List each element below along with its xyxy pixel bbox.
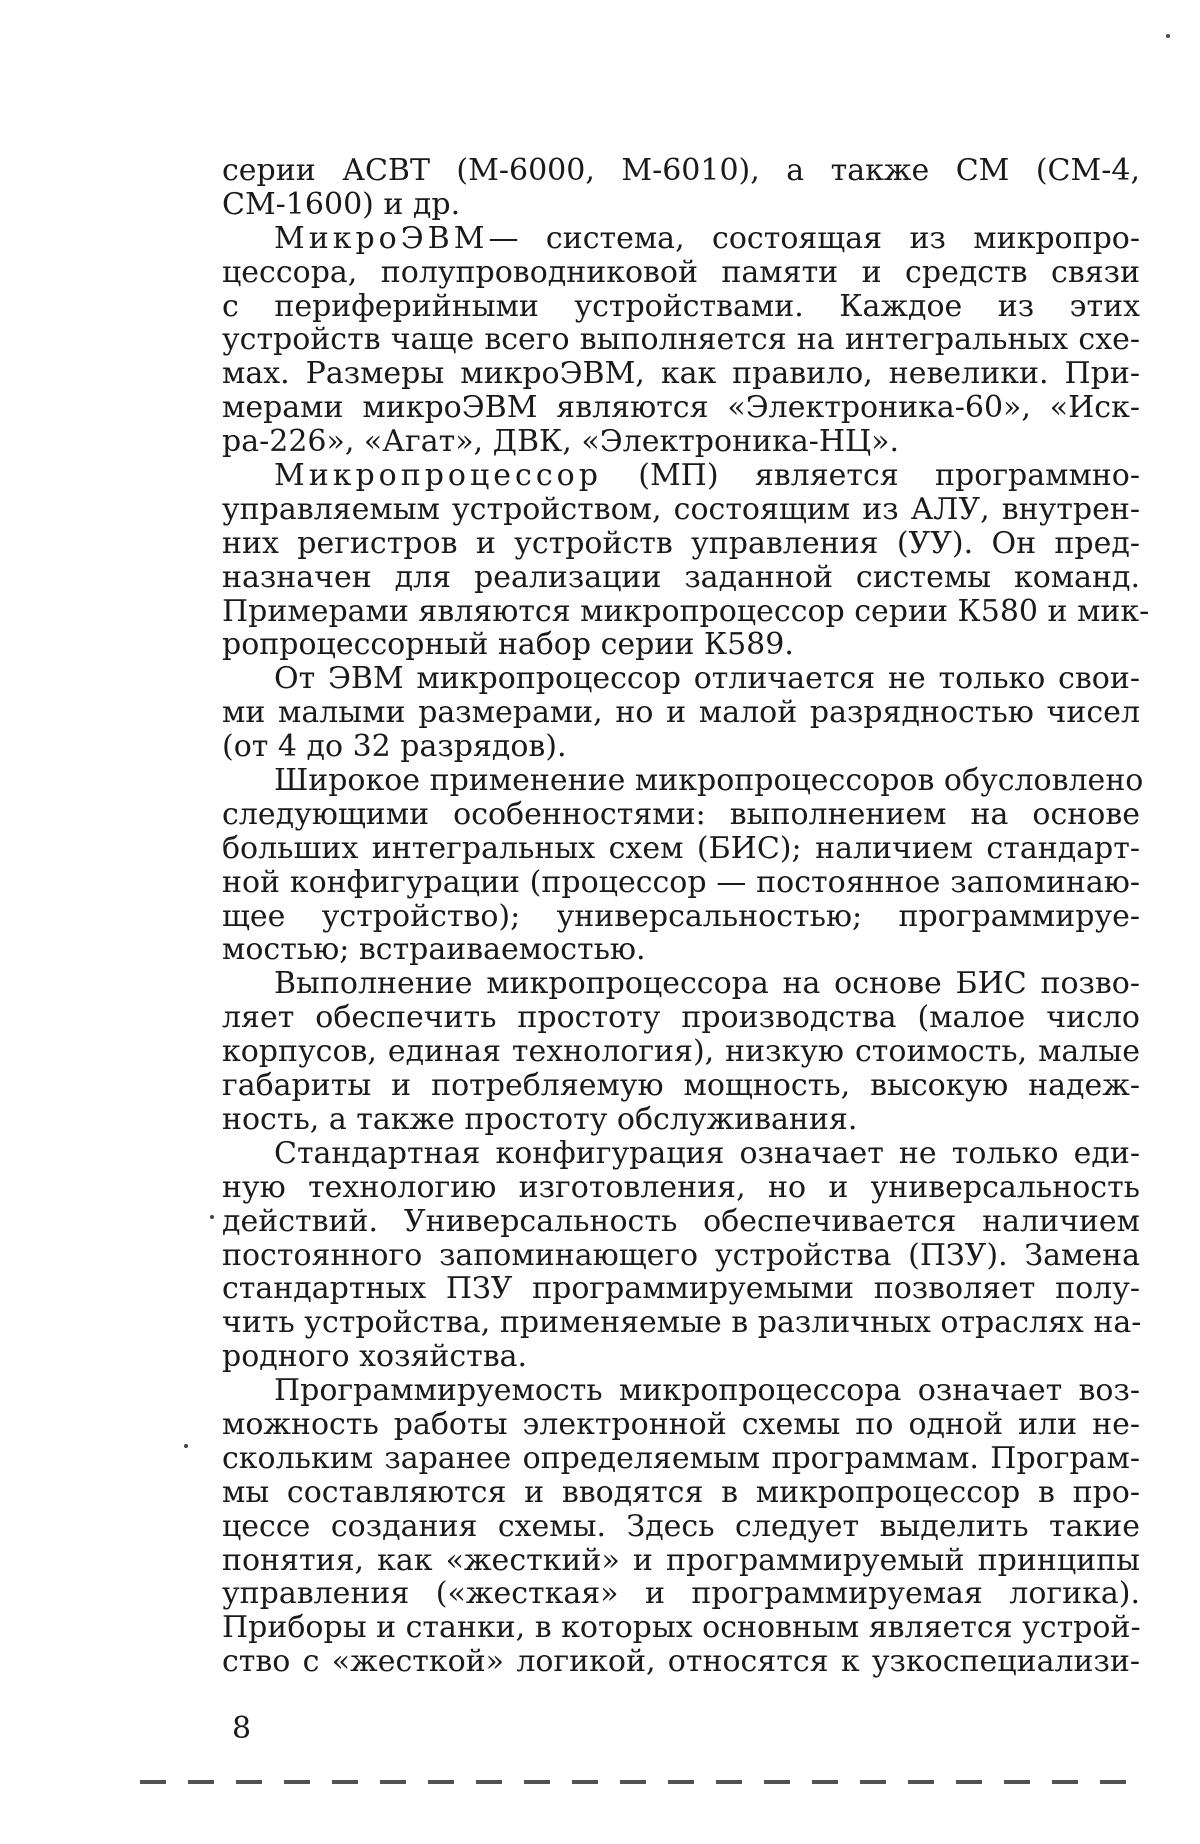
text-line: серии АСВТ (М-6000, М-6010), а также СМ (СМ-4, bbox=[222, 153, 1140, 188]
text-line: ми малыми размерами, но и малой разрядностью чисел bbox=[222, 695, 1140, 731]
text-line: с периферийными устройствами. Каждое из этих bbox=[222, 288, 1140, 324]
text-line: управляемым устройством, состоящим из АЛУ, внутрен- bbox=[222, 491, 1140, 527]
text-line: габариты и потребляемую мощность, высокую надеж- bbox=[222, 1068, 1140, 1104]
text-line: цессора, полупроводниковой памяти и средств связи bbox=[222, 254, 1140, 290]
text-line: Микропроцессор (МП) является программно- bbox=[274, 458, 1140, 494]
text-line: можность работы электронной схемы по одной или не- bbox=[222, 1406, 1140, 1442]
defined-term: МикроЭВМ bbox=[274, 220, 489, 256]
text-line: больших интегральных схем (БИС); наличием стандарт- bbox=[222, 830, 1140, 866]
text-line: корпусов, единая технология), низкую стоимость, малые bbox=[222, 1034, 1140, 1070]
text-line: ность, а также простоту обслуживания. bbox=[222, 1101, 858, 1137]
text-line: мах. Размеры микроЭВМ, как правило, невелики. При- bbox=[222, 356, 1140, 392]
text-line: СМ-1600) и др. bbox=[222, 186, 461, 222]
text-line: постоянного запоминающего устройства (ПЗУ). Замена bbox=[222, 1237, 1140, 1273]
page-number: 8 bbox=[232, 1711, 252, 1746]
text-line: устройств чаще всего выполняется на интегральных схе- bbox=[222, 322, 1140, 358]
scan-speck bbox=[1166, 34, 1170, 38]
text-line: ра-226», «Агат», ДВК, «Электроника-НЦ». bbox=[222, 424, 900, 460]
text-line: Приборы и станки, в которых основным является устрой- bbox=[222, 1610, 1141, 1646]
text-line: стандартных ПЗУ программируемыми позволяет полу- bbox=[222, 1271, 1140, 1307]
text-line: цессе создания схемы. Здесь следует выделить такие bbox=[222, 1508, 1140, 1544]
text-line: щее устройство); универсальностью; программируе- bbox=[222, 898, 1140, 934]
defined-term: Микропроцессор bbox=[274, 458, 602, 494]
text-line: родного хозяйства. bbox=[222, 1339, 528, 1375]
scan-border-dashes bbox=[140, 1780, 1140, 1784]
text-line: Стандартная конфигурация означает не только еди- bbox=[274, 1135, 1140, 1171]
text-line: Примерами являются микропроцессор серии К580 и мик- bbox=[222, 593, 1150, 629]
text-line: мостью; встраиваемостью. bbox=[222, 932, 646, 968]
text-line: понятия, как «жесткий» и программируемый принципы bbox=[222, 1542, 1140, 1578]
text-line: следующими особенностями: выполнением на основе bbox=[222, 796, 1140, 832]
text-line: чить устройства, применяемые в различных отраслях на- bbox=[222, 1305, 1142, 1341]
text-line: скольким заранее определяемым программам. Програм- bbox=[222, 1440, 1140, 1476]
text-line: Широкое применение микропроцессоров обусловлено bbox=[274, 763, 1144, 799]
text-line: ляет обеспечить простоту производства (малое число bbox=[222, 1000, 1140, 1036]
text-line: От ЭВМ микропроцессор отличается не только свои- bbox=[274, 661, 1140, 697]
text-line: (от 4 до 32 разрядов). bbox=[222, 729, 567, 765]
text-line: действий. Универсальность обеспечивается наличием bbox=[222, 1203, 1140, 1239]
text-line: управления («жесткая» и программируемая логика). bbox=[222, 1576, 1140, 1612]
text-line: МикроЭВМ— система, состоящая из микропро- bbox=[274, 220, 1140, 256]
text-line: ропроцессорный набор серии К589. bbox=[222, 627, 794, 663]
body-text bbox=[222, 153, 1150, 1680]
text-line: мерами микроЭВМ являются «Электроника-60», «Иск- bbox=[222, 390, 1140, 426]
text-line: ную технологию изготовления, но и универсальность bbox=[222, 1169, 1140, 1205]
text-line: ной конфигурации (процессор — постоянное запоминаю- bbox=[222, 864, 1140, 900]
text-line: Выполнение микропроцессора на основе БИС позво- bbox=[274, 966, 1140, 1002]
text-line: мы составляются и вводятся в микропроцессор в про- bbox=[222, 1474, 1140, 1510]
text-line: них регистров и устройств управления (УУ). Он пред- bbox=[222, 525, 1140, 561]
scan-speck bbox=[184, 1444, 188, 1448]
text-line: назначен для реализации заданной системы команд. bbox=[222, 559, 1140, 595]
scan-speck bbox=[210, 1215, 214, 1219]
text-line: Программируемость микропроцессора означает воз- bbox=[274, 1373, 1140, 1409]
text-line: ство с «жесткой» логикой, относятся к узкоспециализи- bbox=[222, 1644, 1140, 1680]
